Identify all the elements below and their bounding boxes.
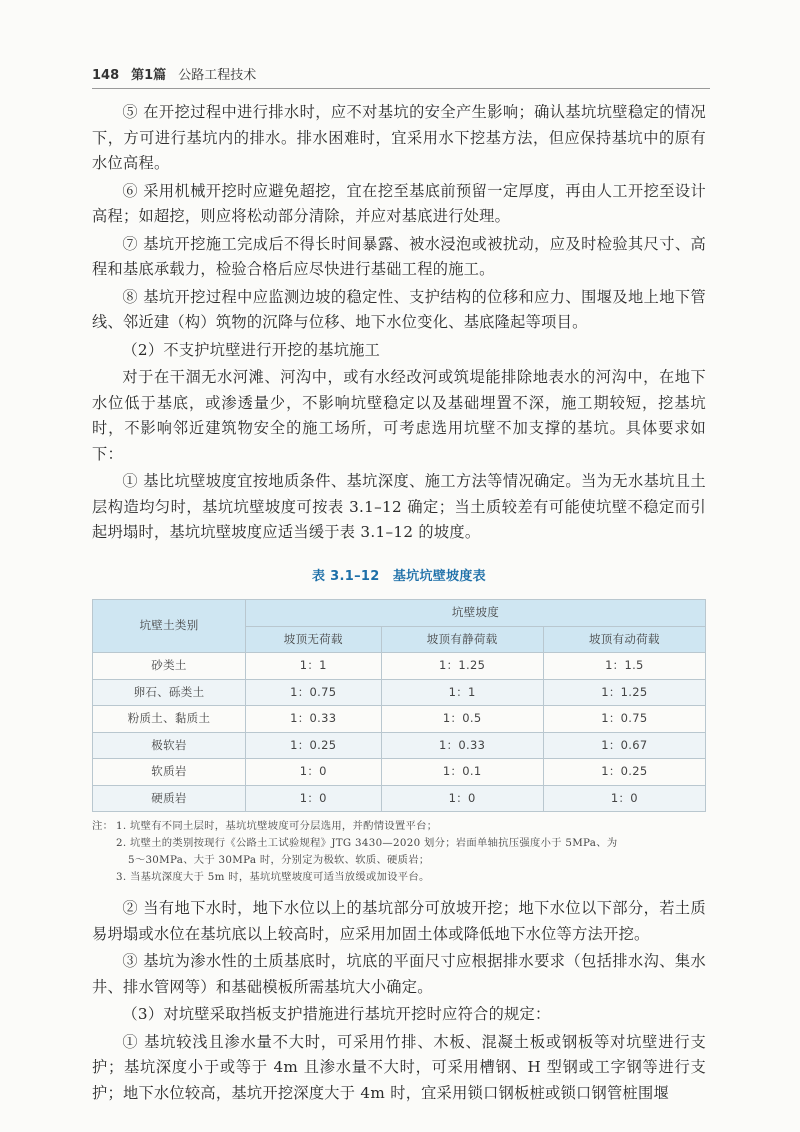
paragraph: ⑦ 基坑开挖施工完成后不得长时间暴露、被水浸泡或被扰动，应及时检验其尺寸、高程和基底承载力，检验合格后应尽快进行基础工程的施工。 — [92, 234, 706, 278]
table-row — [93, 653, 706, 680]
column-header: 坡顶有动荷载 — [543, 626, 705, 653]
table-row — [93, 732, 706, 759]
chapter-label: 第1篇 — [131, 68, 167, 83]
value-cell: 1：0 — [246, 759, 382, 786]
value-cell: 1：1.5 — [543, 653, 705, 680]
table-row — [93, 679, 706, 706]
soil-cell: 软质岩 — [93, 759, 246, 786]
value-cell: 1：1.25 — [543, 679, 705, 706]
paragraph: ⑧ 基坑开挖过程中应监测边坡的稳定性、支护结构的位移和应力、围堰及地上地下管线、邻近建（构）筑物的沉降与位移、地下水位变化、基底隆起等项目。 — [92, 287, 706, 331]
value-cell: 1：0.67 — [543, 732, 705, 759]
value-cell: 1：0.5 — [381, 706, 543, 733]
paragraph: ⑥ 采用机械开挖时应避免超挖，宜在挖至基底前预留一定厚度，再由人工开挖至设计高程；如超挖，则应将松动部分清除，并应对基底进行处理。 — [92, 181, 706, 225]
value-cell: 1：1 — [246, 653, 382, 680]
value-cell: 1：0.1 — [381, 759, 543, 786]
table-row — [93, 706, 706, 733]
soil-type-header: 坑壁土类别 — [93, 600, 246, 653]
value-cell: 1：0.33 — [246, 706, 382, 733]
paragraph: ② 当有地下水时，地下水位以上的基坑部分可放坡开挖；地下水位以下部分，若土质易坍塌或水位在基坑底以上较高时，应采用加固土体或降低地下水位等方法开挖。 — [92, 899, 706, 943]
paragraph: ① 基坑较浅且渗水量不大时，可采用竹排、木板、混凝土板或钢板等对坑壁进行支护；基坑深度小于或等于 4m 且渗水量不大时，可采用槽钢、H 型钢或工字钢等进行支护；地下水位较高，基坑开挖深度大于 4m 时，宜采用锁口钢板桩或锁口钢管桩围堰 — [92, 1032, 706, 1102]
soil-cell: 卵石、砾类土 — [93, 679, 246, 706]
header-divider — [92, 88, 710, 89]
note-item: 2. 坑壁土的类别按现行《公路土工试验规程》JTG 3430—2020 划分；岩面单轴抗压强度小于 5MPa、为 — [116, 837, 618, 849]
soil-cell: 硬质岩 — [93, 785, 246, 812]
section-heading: （3）对坑壁采取挡板支护措施进行基坑开挖时应符合的规定： — [122, 1005, 551, 1023]
page-body — [92, 100, 706, 1108]
value-cell: 1：0.75 — [543, 706, 705, 733]
table-row — [93, 759, 706, 786]
value-cell: 1：0.25 — [246, 732, 382, 759]
slope-table — [92, 599, 706, 812]
chapter-title: 公路工程技术 — [178, 68, 257, 83]
column-header: 坡顶无荷载 — [246, 626, 382, 653]
table-caption: 表 3.1–12 基坑坑壁坡度表 — [312, 568, 486, 584]
paragraph: ③ 基坑为渗水性的土质基底时，坑底的平面尺寸应根据排水要求（包括排水沟、集水井、排水管网等）和基础模板所需基坑大小确定。 — [92, 952, 706, 996]
value-cell: 1：1.25 — [381, 653, 543, 680]
soil-cell: 砂类土 — [93, 653, 246, 680]
slope-group-header: 坑壁坡度 — [246, 600, 706, 627]
page-header — [92, 64, 704, 83]
value-cell: 1：0 — [543, 785, 705, 812]
soil-cell: 极软岩 — [93, 732, 246, 759]
column-header: 坡顶有静荷载 — [381, 626, 543, 653]
paragraph: ① 基比坑壁坡度宜按地质条件、基坑深度、施工方法等情况确定。当为无水基坑且土层构造均匀时，基坑坑壁坡度可按表 3.1–12 确定；当土质较差有可能使坑壁不稳定而引起坍塌时，基坑坑壁坡度应适当缓于表 3.1–12 的坡度。 — [92, 472, 706, 541]
value-cell: 1：0.33 — [381, 732, 543, 759]
note-item-continued: 5～30MPa、大于 30MPa 时，分别定为极软、软质、硬质岩； — [128, 854, 430, 866]
table-row — [93, 785, 706, 812]
notes-label: 注： — [92, 820, 114, 832]
page-number: 148 — [92, 68, 120, 83]
soil-cell: 粉质土、黏质土 — [93, 706, 246, 733]
paragraph: 对于在干涸无水河滩、河沟中，或有水经改河或筑堤能排除地表水的河沟中，在地下水位低于基底，或渗透量少，不影响坑壁稳定以及基础埋置不深，施工期较短，挖基坑时，不影响邻近建筑物安全的施工场所，可考虑选用坑壁不加支撑的基坑。具体要求如下： — [92, 368, 706, 463]
table-notes — [92, 818, 706, 886]
section-heading: （2）不支护坑壁进行开挖的基坑施工 — [122, 340, 381, 359]
note-item: 3. 当基坑深度大于 5m 时，基坑坑壁坡度可适当放缓或加设平台。 — [116, 871, 430, 883]
value-cell: 1：0.75 — [246, 679, 382, 706]
value-cell: 1：0 — [381, 785, 543, 812]
paragraph: ⑤ 在开挖过程中进行排水时，应不对基坑的安全产生影响；确认基坑坑壁稳定的情况下，方可进行基坑内的排水。排水困难时，宜采用水下挖基方法，但应保持基坑中的原有水位高程。 — [92, 103, 706, 172]
value-cell: 1：1 — [381, 679, 543, 706]
value-cell: 1：0 — [246, 785, 382, 812]
note-item: 1. 坑壁有不同土层时，基坑坑壁坡度可分层选用，并酌情设置平台； — [116, 820, 438, 832]
value-cell: 1：0.25 — [543, 759, 705, 786]
